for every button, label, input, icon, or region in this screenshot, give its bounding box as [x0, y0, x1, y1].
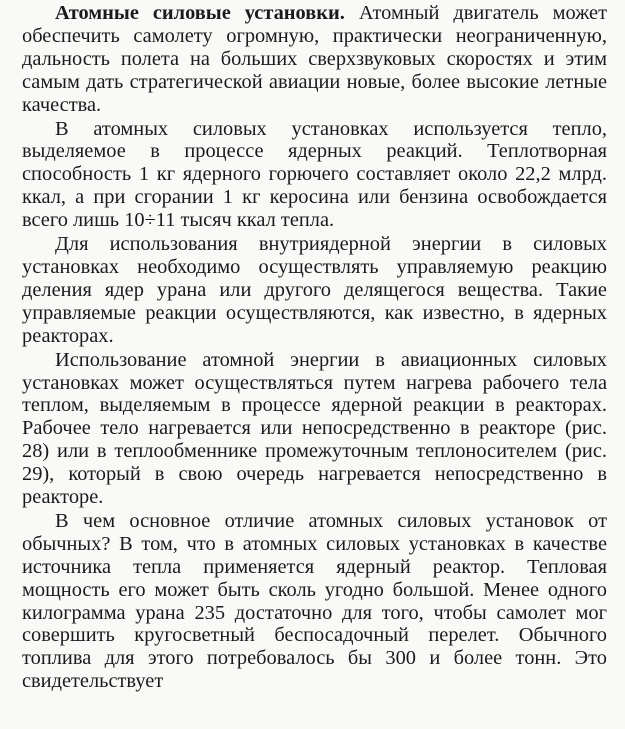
paragraph-main-difference	[22, 510, 607, 693]
paragraph-nuclear-heat	[22, 118, 607, 233]
body-text	[22, 2, 607, 693]
paragraph-text: Атомный двигатель может обеспечить самолету огромную, практически неограниченную, дальность полета на больших сверхзвуковых скоростях и этим самым дать стратегической авиации новые, более высокие летные качества.	[22, 2, 607, 116]
paragraph-text: Использование атомной энергии в авиационных силовых установках может осуществляться путем нагрева рабочего тела теплом, выделяемым в процессе ядерной реакции в реакторах. Рабочее тело нагревается или непосредственно в реакторе (рис. 28) или в теплообменнике промежуточным теплоносителем (рис. 29), который в свою очередь нагревается непосредственно в реакторе.	[22, 348, 607, 509]
paragraph-working-fluid	[22, 349, 607, 509]
paragraph-text: В чем основное отличие атомных силовых установок от обычных? В том, что в атомных силовых установках в качестве источника тепла применяется ядерный реактор. Тепловая мощность его может быть сколь угодно большой. Менее одного килограмма урана 235 достаточно для того, чтобы самолет мог совершить кругосветный беспосадочный перелет. Обычного топлива для этого потребовалось бы 300 и более тонн. Это свидетельствует	[22, 509, 607, 693]
section-heading: Атомные силовые установки.	[55, 2, 345, 24]
paragraph-atomic-power-plants	[22, 2, 607, 117]
paragraph-controlled-reaction	[22, 233, 607, 348]
paragraph-text: Для использования внутриядерной энергии в силовых установках необходимо осуществлять управляемую реакцию деления ядер урана или другого делящегося вещества. Такие управляемые реакции осуществляются, как известно, в ядерных реакторах.	[22, 233, 607, 347]
paragraph-text: В атомных силовых установках используется тепло, выделяемое в процессе ядерных реакций. Теплотворная способность 1 кг ядерного горючего составляет около 22,2 млрд. ккал, а при сгорании 1 кг керосина или бензина освобождается всего лишь 10÷11 тысяч ккал тепла.	[22, 117, 607, 232]
